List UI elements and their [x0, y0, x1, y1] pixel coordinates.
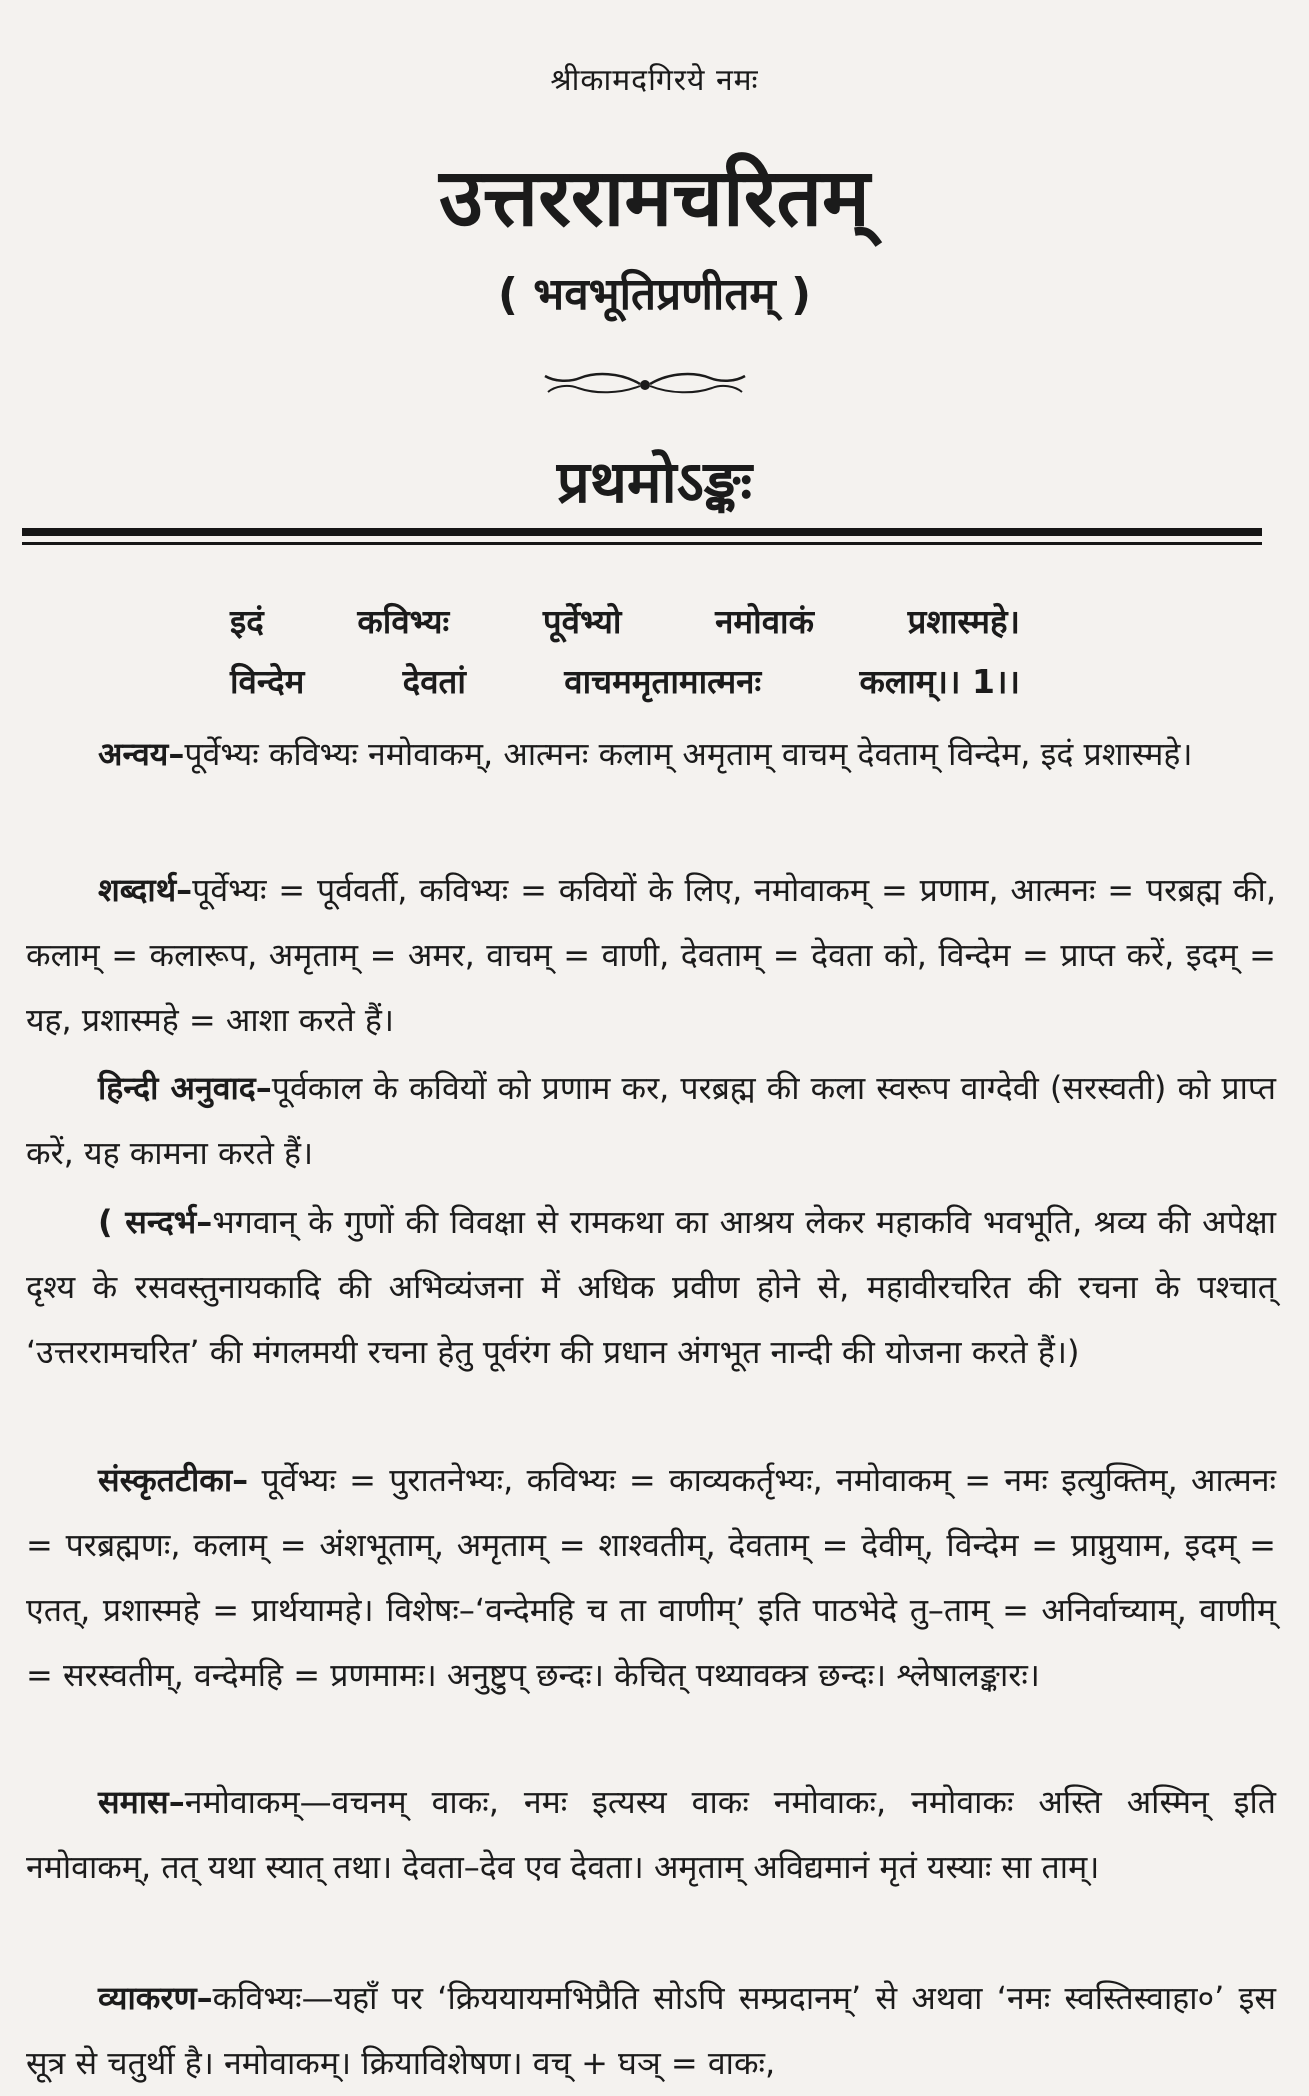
samas-label: समास–	[98, 1783, 185, 1821]
shabdarth-text: पूर्वेभ्यः = पूर्ववर्ती, कविभ्यः = कवियों के लिए, नमोवाकम् = प्रणाम, आत्मनः = परब्रह्म की, कलाम् = कलारूप, अमृताम् = अमर, वाचम् = वाणी, देवताम् = देवता को, विन्देम = प्राप्त करें, इदम् = यह, प्रशास्महे = आशा करते हैं।	[26, 871, 1276, 1039]
book-subtitle: ( भवभूतिप्रणीतम् )	[497, 269, 812, 320]
verse-line-2	[230, 658, 1020, 703]
verse-word: प्रशास्महे।	[907, 602, 1020, 641]
sandarbh-text: भगवान् के गुणों की विवक्षा से रामकथा का आश्रय लेकर महाकवि भवभूति, श्रव्य की अपेक्षा दृश्य के रसवस्तुनायकादि की अभिव्यंजना में अधिक प्रवीण होने से, महावीरचरित की रचना के पश्चात् ‘उत्तररामचरित’ की मंगलमयी रचना हेतु पूर्वरंग की प्रधान अंगभूत नान्दी की योजना करते हैं।)	[26, 1203, 1276, 1371]
vyakaran-paragraph	[26, 1966, 1276, 2096]
tika-paragraph	[26, 1448, 1276, 1708]
verse-word: देवतां	[402, 662, 466, 701]
vyakaran-label: व्याकरण–	[98, 1979, 213, 2017]
sandarbh-label: ( सन्दर्भ–	[98, 1203, 213, 1241]
samas-paragraph	[26, 1770, 1276, 1900]
anvay-label: अन्वय–	[98, 735, 185, 773]
verse-word: विन्देम	[230, 662, 305, 701]
verse-word: इदं	[230, 602, 264, 641]
tika-text: पूर्वेभ्यः = पुरातनेभ्यः, कविभ्यः = काव्यकर्तृभ्यः, नमोवाकम् = नमः इत्युक्तिम्, आत्मनः = परब्रह्मणः, कलाम् = अंशभूताम्, अमृताम् = शाश्वतीम्, देवताम् = देवीम्, विन्देम = प्राप्नुयाम, इदम् = एतत्, प्रशास्महे = प्रार्थयामहे। विशेषः–‘वन्देमहि च ता वाणीम्’ इति पाठभेदे तु–ताम् = अनिर्वाच्याम्, वाणीम् = सरस्वतीम्, वन्देमहि = प्रणमामः। अनुष्टुप् छन्दः। केचित् पथ्यावक्त्र छन्दः। श्लेषालङ्कारः।	[26, 1461, 1276, 1694]
tika-label: संस्कृतटीका–	[98, 1461, 249, 1499]
heading-rule	[22, 528, 1262, 536]
verse-line-1	[230, 598, 1020, 643]
sandarbh-paragraph	[26, 1190, 1276, 1385]
heading-rule-thin	[22, 542, 1262, 545]
anvay-paragraph	[26, 722, 1276, 787]
verse-word: वाचममृतामात्मनः	[564, 662, 762, 701]
anuvad-label: हिन्दी अनुवाद–	[98, 1069, 272, 1107]
anuvad-paragraph	[26, 1056, 1276, 1186]
act-heading: प्रथमोऽङ्कः	[556, 448, 753, 516]
shabdarth-label: शब्दार्थ–	[98, 871, 193, 909]
anvay-text: पूर्वेभ्यः कविभ्यः नमोवाकम्, आत्मनः कलाम् अमृताम् वाचम् देवताम् विन्देम, इदं प्रशास्महे।	[184, 735, 1193, 773]
samas-text: नमोवाकम्—वचनम् वाकः, नमः इत्यस्य वाकः नमोवाकः, नमोवाकः अस्ति अस्मिन् इति नमोवाकम्, तत् यथा स्यात् तथा। देवता–देव एव देवता। अमृताम् अविद्यमानं मृतं यस्याः सा ताम्।	[26, 1783, 1276, 1886]
invocation-line: श्रीकामदगिरये नमः	[550, 63, 759, 98]
book-title: उत्तररामचरितम्	[439, 151, 870, 244]
verse-word: कलाम्।। 1।।	[859, 662, 1020, 701]
vyakaran-text: कविभ्यः—यहाँ पर ‘क्रिययायमभिप्रैति सोऽपि सम्प्रदानम्’ से अथवा ‘नमः स्वस्तिस्वाहा०’ इस सूत्र से चतुर्थी है। नमोवाकम्। क्रियाविशेषण। वच् + घञ् = वाकः,	[26, 1979, 1276, 2082]
ornament-divider	[540, 364, 750, 404]
verse-word: पूर्वेभ्यो	[542, 602, 622, 641]
verse-word: नमोवाकं	[715, 602, 814, 641]
verse-word: कविभ्यः	[357, 602, 450, 641]
shabdarth-paragraph	[26, 858, 1276, 1053]
anuvad-text: पूर्वकाल के कवियों को प्रणाम कर, परब्रह्म की कला स्वरूप वाग्देवी (सरस्वती) को प्राप्त करें, यह कामना करते हैं।	[26, 1069, 1276, 1172]
